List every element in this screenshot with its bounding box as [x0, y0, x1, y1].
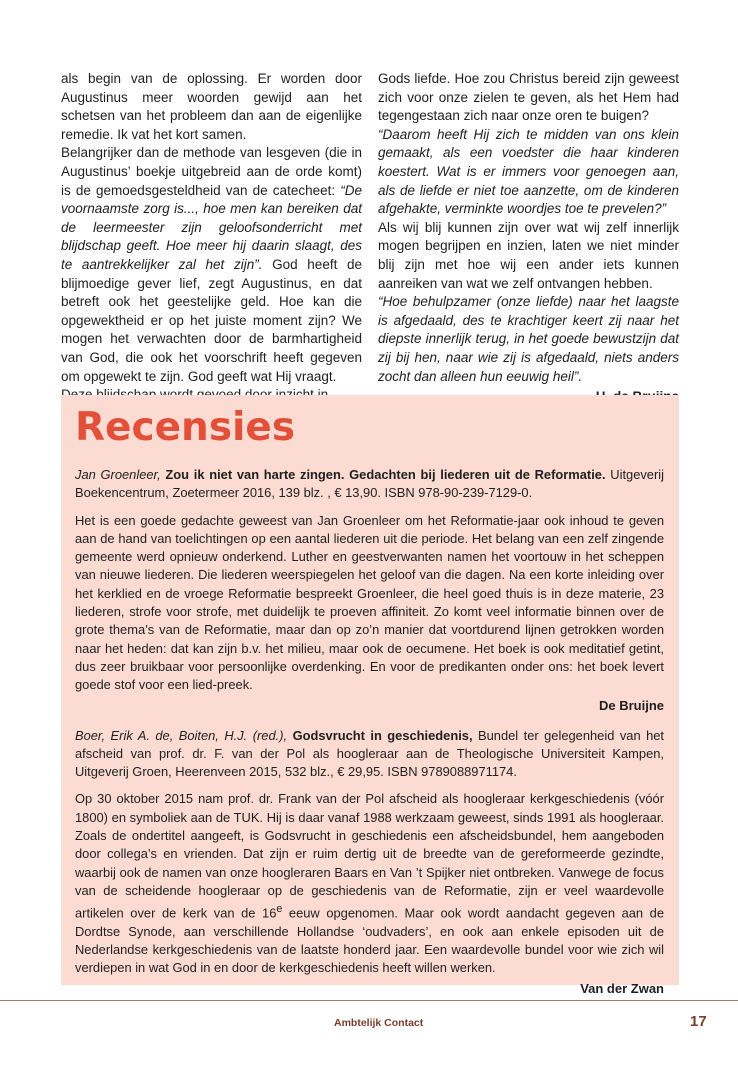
paragraph	[61, 144, 362, 386]
right-column	[378, 70, 679, 407]
review-1	[75, 466, 664, 695]
quote: “Daarom heeft Hij zich te midden van ons klein gemaakt, als een voedster die haar kinderen koestert. Wat is er immers voor genoegen aan, als de liefde er niet toe aanzette, om de kinderen afgehakte, verminkte woordjes toe te prevelen?”	[378, 126, 679, 217]
review-citation	[75, 466, 664, 503]
publication-info: Uitgeverij Boekencentrum, Zoetermeer 2016, 139 blz. , € 13,90. ISBN 978-90-239-7129-0.	[75, 467, 664, 501]
paragraph: Als wij blij kunnen zijn over wat wij zelf innerlijk mogen begrijpen en inzien, laten we niet minder blij zijn met hoe wij een ander iets kunnen aanreiken van wat we zelf ontvangen hebben.	[378, 219, 679, 291]
review-author: Jan Groenleer,	[75, 467, 161, 482]
footer-publication: Ambtelijk Contact	[334, 1017, 424, 1029]
quote-paragraph	[378, 293, 679, 386]
paragraph: Gods liefde. Hoe zou Christus bereid zijn geweest zich voor onze zielen te geven, als het Hem had tegengestaan zich naar onze oren te buigen?	[378, 71, 679, 124]
text-run: Op 30 oktober 2015 nam prof. dr. Frank van der Pol afscheid als hoogleraar kerkgeschiedenis (vóór 1800) en symboliek aan de TUK. Hij is daar vanaf 1988 werkzaam geweest, sinds 1991 als hoogleraar. Zoals de ondertitel aangeeft, is Godsvrucht in geschiedenis een afscheidsbundel, hem aangeboden door collega’s en vrienden. Dat zijn er ruim dertig uit de breedte van de gereformeerde gezindte, waarbij ook de namen van onze hoogleraren Baars en Van ’t Spijker niet ontbreken. Vanwege de focus van de scheidende hoogleraar op de geschiedenis van de Reformatie, zijn er veel waardevolle artikelen over de kerk van de 16	[75, 791, 664, 921]
section-title: Recensies	[75, 405, 296, 450]
footer-divider	[0, 1000, 738, 1001]
review-body	[75, 790, 664, 977]
book-title: Zou ik niet van harte zingen. Gedachten bij liederen uit de Reformatie.	[165, 467, 606, 482]
article-columns	[61, 70, 679, 407]
text-run: eeuw opgenomen. Maar ook wordt aandacht gegeven aan de Dordtse Synode, aan verschillende Hollandse ‘oudvaders’, en ook aan enkele episoden uit de Nederlandse kerkgeschiedenis van de laatste honderd jaar. Een waardevolle bundel voor wie zich wil verdiepen in wat God in en door de kerkgeschiedenis heeft willen werken.	[75, 905, 664, 976]
review-2	[75, 727, 664, 978]
review-body: Het is een goede gedachte geweest van Jan Groenleer om het Reformatie-jaar ook inhoud te geven aan de hand van toelichtingen op een aantal liederen uit die periode. Het belang van een zelf zingende gemeente werd opnieuw onderkend. Luther en geestverwanten namen het voortouw in het scheppen van nieuwe liederen. Die liederen weerspiegelen het geloof van die dagen. Na een korte inleiding over het kerklied en de vroege Reformatie bespreekt Groenleer, die heel goed thuis is in deze materie, 23 liederen, strofe voor strofe, met duidelijk te proeven affiniteit. Zo komt veel informatie binnen over de grote thema’s van de Reformatie, maar dan op zo’n manier dat voortdurend lijnen getrokken worden naar het heden: dat kan zijn b.v. het milieu, maar ook de oecumene. Het boek is ook meditatief getint, dus zeer bruikbaar voor persoonlijke overdenking. En voor de predikanten onder ons: het boek levert goede stof voor een lied-preek.	[75, 512, 664, 693]
quote-paragraph	[378, 126, 679, 219]
text-run: God heeft de blijmoedige gever lief, zegt Augustinus, en dat betreft ook het geestelijke geld. Hoe kan die opgewektheid er op het juiste moment zijn? We mogen het verwachten door de barmhartigheid van God, die ook het voorschrift heeft gegeven om opgewekt te zijn. God geeft wat Hij vraagt.	[61, 256, 363, 384]
superscript: e	[276, 903, 283, 916]
publication-info: Bundel ter gelegenheid van het afscheid van prof. dr. F. van der Pol als hoogleraar aan de Theologische Universiteit Kampen, Uitgeverij Groen, Heerenveen 2015, 532 blz., € 29,95. ISBN 9789088971174.	[75, 727, 664, 780]
page-number: 17	[690, 1013, 707, 1030]
book-title: Godsvrucht in geschiedenis,	[292, 727, 473, 743]
text-run: Belangrijker dan de methode van lesgeven (die in Augustinus’ boekje uitgebreid aan de orde komt) is de gemoedsgesteldheid van de catecheet:	[61, 145, 362, 198]
left-column	[61, 70, 362, 407]
review-signature: Van der Zwan	[580, 980, 664, 996]
paragraph: als begin van de oplossing. Er worden door Augustinus meer woorden gewijd aan het schetsen van het probleem dan aan de eigenlijke remedie. Ik vat het kort samen.	[61, 71, 362, 142]
review-author: Boer, Erik A. de, Boiten, H.J. (red.),	[75, 727, 288, 743]
recensies-box	[61, 395, 679, 996]
review-signature: De Bruijne	[598, 697, 664, 713]
review-citation	[75, 727, 664, 782]
quote: “De voornaamste zorg is..., hoe men kan bereiken dat de leermeester zijn geloofsonderricht met blijdschap geeft. Hoe meer hij daarin slaagt, des te aantrekkelijker zal het zijn”.	[61, 182, 362, 272]
quote: “Hoe behulpzamer (onze liefde) naar het laagste is afgedaald, des te krachtiger keert zij naar het diepste innerlijk terug, in het goede bewustzijn dat zij bij hen, naar wie zij is afgedaald, niets anders zocht dan alleen hun eeuwig heil”.	[378, 294, 679, 384]
